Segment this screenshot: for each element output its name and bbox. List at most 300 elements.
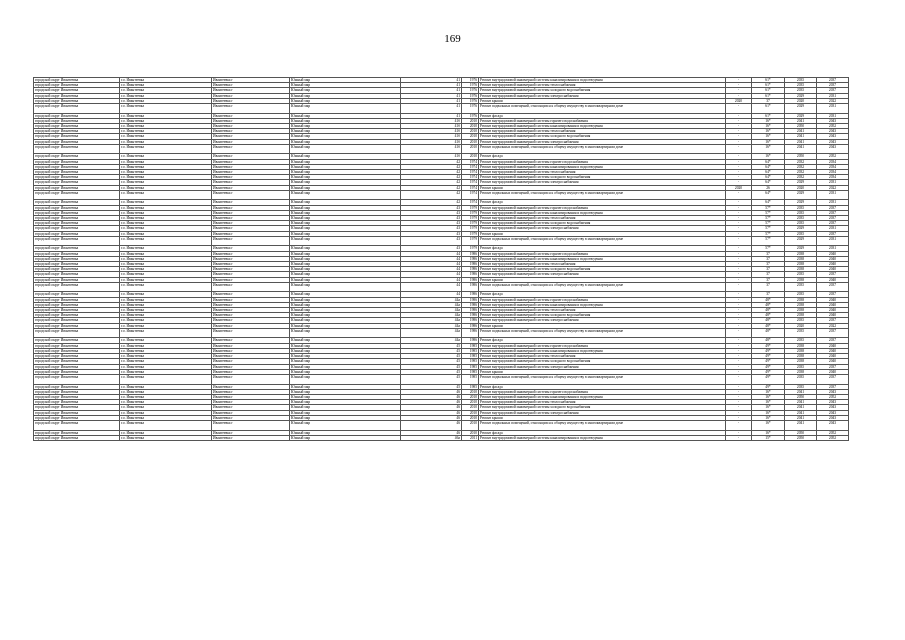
cell-work-type: Ремонт внутридомовой инженерной системы теплоснабжения	[479, 400, 726, 405]
cell-build-year: 1979	[462, 246, 479, 251]
cell-work-type: Ремонт внутридомовой инженерной системы электроснабжения	[479, 139, 726, 144]
cell-house-number: 45	[401, 343, 462, 348]
cell-period-end: 2037	[817, 231, 849, 236]
cell-house-number: 44а	[401, 338, 462, 343]
cell-house-number: 46	[401, 430, 462, 435]
cell-municipality: г.о. Ивантеевка	[120, 236, 212, 246]
cell-street: Южный мкр	[290, 216, 401, 221]
cell-service-life: 37	[752, 292, 785, 297]
cell-period-start: 2038	[785, 251, 817, 256]
cell-period-end: 2043	[817, 410, 849, 415]
cell-build-year: 1979	[462, 236, 479, 246]
cell-build-year: 1979	[462, 221, 479, 226]
cell-planned-year: -	[726, 384, 752, 389]
cell-street: Южный мкр	[290, 302, 401, 307]
cell-planned-year: -	[726, 210, 752, 215]
cell-build-year: 1986	[462, 308, 479, 313]
cell-work-type: Ремонт внутридомовой инженерной системы электроснабжения	[479, 180, 726, 185]
cell-planned-year: -	[726, 292, 752, 297]
cell-period-start: 2032	[785, 164, 817, 169]
cell-service-life: 16*	[752, 134, 785, 139]
cell-municipality: г.о. Ивантеевка	[120, 216, 212, 221]
cell-house-number: 41	[401, 113, 462, 118]
cell-district: городской округ Ивантеевка	[34, 374, 120, 384]
cell-city: Ивантеевка г	[212, 170, 290, 175]
cell-build-year: 1979	[462, 205, 479, 210]
cell-municipality: г.о. Ивантеевка	[120, 323, 212, 328]
cell-municipality: г.о. Ивантеевка	[120, 348, 212, 353]
cell-service-life: 61*	[752, 104, 785, 114]
cell-build-year: 1979	[462, 216, 479, 221]
cell-period-start: 2035	[785, 318, 817, 323]
cell-city: Ивантеевка г	[212, 246, 290, 251]
cell-city: Ивантеевка г	[212, 277, 290, 282]
cell-period-start: 2035	[785, 328, 817, 338]
cell-municipality: г.о. Ивантеевка	[120, 369, 212, 374]
cell-period-start: 2050	[785, 394, 817, 399]
cell-street: Южный мкр	[290, 118, 401, 123]
cell-house-number: 44а	[401, 323, 462, 328]
cell-period-start: 2035	[785, 374, 817, 384]
table-row	[34, 420, 849, 430]
cell-period-end: 2031	[817, 200, 849, 205]
cell-period-end: 2034	[817, 170, 849, 175]
cell-planned-year: -	[726, 154, 752, 159]
cell-work-type: Ремонт крыши	[479, 369, 726, 374]
cell-district: городской округ Ивантеевка	[34, 369, 120, 374]
cell-municipality: г.о. Ивантеевка	[120, 78, 212, 83]
cell-house-number: 41б	[401, 124, 462, 129]
cell-district: городской округ Ивантеевка	[34, 308, 120, 313]
cell-municipality: г.о. Ивантеевка	[120, 118, 212, 123]
cell-district: городской округ Ивантеевка	[34, 118, 120, 123]
cell-planned-year: -	[726, 221, 752, 226]
cell-municipality: г.о. Ивантеевка	[120, 83, 212, 88]
cell-planned-year: -	[726, 246, 752, 251]
cell-city: Ивантеевка г	[212, 185, 290, 190]
cell-municipality: г.о. Ивантеевка	[120, 308, 212, 313]
cell-period-end: 2037	[817, 83, 849, 88]
cell-build-year: 1986	[462, 338, 479, 343]
cell-work-type: Ремонт внутридомовой инженерной системы теплоснабжения	[479, 216, 726, 221]
cell-planned-year: -	[726, 318, 752, 323]
cell-service-life: 64*	[752, 180, 785, 185]
cell-service-life: 49*	[752, 359, 785, 364]
cell-build-year: 1976	[462, 83, 479, 88]
cell-period-end: 2037	[817, 328, 849, 338]
cell-work-type: Ремонт подвальных помещений, относящихся к общему имуществу в многоквартирном доме	[479, 374, 726, 384]
cell-planned-year: -	[726, 267, 752, 272]
cell-planned-year: -	[726, 323, 752, 328]
cell-street: Южный мкр	[290, 374, 401, 384]
cell-city: Ивантеевка г	[212, 389, 290, 394]
cell-city: Ивантеевка г	[212, 400, 290, 405]
cell-house-number: 42	[401, 164, 462, 169]
cell-street: Южный мкр	[290, 400, 401, 405]
cell-municipality: г.о. Ивантеевка	[120, 256, 212, 261]
cell-period-end: 2040	[817, 354, 849, 359]
cell-work-type: Ремонт внутридомовой инженерной системы холодного водоснабжения	[479, 405, 726, 410]
cell-district: городской округ Ивантеевка	[34, 435, 120, 440]
cell-period-end: 2040	[817, 343, 849, 348]
cell-period-start: 2035	[785, 88, 817, 93]
cell-period-end: 2043	[817, 139, 849, 144]
cell-city: Ивантеевка г	[212, 272, 290, 277]
cell-city: Ивантеевка г	[212, 420, 290, 430]
cell-period-start: 2035	[785, 221, 817, 226]
cell-period-start: 2038	[785, 348, 817, 353]
cell-planned-year: -	[726, 104, 752, 114]
cell-period-start: 2020	[785, 323, 817, 328]
cell-planned-year: -	[726, 124, 752, 129]
cell-period-start: 2041	[785, 118, 817, 123]
cell-house-number: 42	[401, 180, 462, 185]
cell-service-life: 37	[752, 272, 785, 277]
cell-district: городской округ Ивантеевка	[34, 354, 120, 359]
cell-period-end: 2037	[817, 216, 849, 221]
cell-district: городской округ Ивантеевка	[34, 226, 120, 231]
cell-municipality: г.о. Ивантеевка	[120, 134, 212, 139]
cell-build-year: 1974	[462, 200, 479, 205]
cell-district: городской округ Ивантеевка	[34, 164, 120, 169]
cell-planned-year: -	[726, 297, 752, 302]
cell-period-end: 2031	[817, 180, 849, 185]
cell-period-start: 2041	[785, 389, 817, 394]
cell-period-start: 2041	[785, 144, 817, 154]
cell-period-end: 2040	[817, 302, 849, 307]
cell-planned-year: -	[726, 129, 752, 134]
cell-work-type: Ремонт внутридомовой инженерной системы канализирования и водоотведения	[479, 394, 726, 399]
cell-period-end: 2043	[817, 400, 849, 405]
cell-service-life: 57*	[752, 231, 785, 236]
cell-period-start: 2029	[785, 93, 817, 98]
cell-house-number: 43	[401, 236, 462, 246]
cell-build-year: 1985	[462, 343, 479, 348]
cell-municipality: г.о. Ивантеевка	[120, 221, 212, 226]
cell-street: Южный мкр	[290, 159, 401, 164]
cell-work-type: Ремонт подвальных помещений, относящихся к общему имуществу в многоквартирном доме	[479, 104, 726, 114]
cell-period-end: 2037	[817, 78, 849, 83]
cell-build-year: 1974	[462, 159, 479, 164]
cell-municipality: г.о. Ивантеевка	[120, 282, 212, 292]
cell-period-end: 2040	[817, 262, 849, 267]
cell-municipality: г.о. Ивантеевка	[120, 124, 212, 129]
cell-district: городской округ Ивантеевка	[34, 384, 120, 389]
cell-planned-year: -	[726, 262, 752, 267]
cell-work-type: Ремонт внутридомовой инженерной системы холодного водоснабжения	[479, 359, 726, 364]
cell-street: Южный мкр	[290, 435, 401, 440]
cell-service-life: 61*	[752, 88, 785, 93]
cell-period-start: 2035	[785, 78, 817, 83]
cell-work-type: Ремонт крыши	[479, 323, 726, 328]
cell-work-type: Ремонт внутридомовой инженерной системы электроснабжения	[479, 272, 726, 277]
cell-period-start: 2029	[785, 226, 817, 231]
cell-district: городской округ Ивантеевка	[34, 88, 120, 93]
cell-planned-year: -	[726, 359, 752, 364]
cell-planned-year: -	[726, 205, 752, 210]
cell-work-type: Ремонт внутридомовой инженерной системы теплоснабжения	[479, 308, 726, 313]
cell-service-life: 16*	[752, 420, 785, 430]
cell-district: городской округ Ивантеевка	[34, 328, 120, 338]
cell-period-start: 2029	[785, 190, 817, 200]
cell-municipality: г.о. Ивантеевка	[120, 231, 212, 236]
cell-period-end: 2052	[817, 435, 849, 440]
cell-build-year: 2010	[462, 410, 479, 415]
cell-district: городской округ Ивантеевка	[34, 302, 120, 307]
cell-city: Ивантеевка г	[212, 200, 290, 205]
cell-street: Южный мкр	[290, 338, 401, 343]
cell-planned-year: -	[726, 308, 752, 313]
cell-period-start: 2035	[785, 292, 817, 297]
cell-city: Ивантеевка г	[212, 104, 290, 114]
cell-municipality: г.о. Ивантеевка	[120, 170, 212, 175]
cell-district: городской округ Ивантеевка	[34, 282, 120, 292]
cell-district: городской округ Ивантеевка	[34, 78, 120, 83]
cell-city: Ивантеевка г	[212, 430, 290, 435]
cell-city: Ивантеевка г	[212, 83, 290, 88]
cell-work-type: Ремонт внутридомовой инженерной системы электроснабжения	[479, 226, 726, 231]
table-row	[34, 282, 849, 292]
cell-work-type: Ремонт внутридомовой инженерной системы горячего водоснабжения	[479, 343, 726, 348]
cell-district: городской округ Ивантеевка	[34, 144, 120, 154]
cell-service-life: 64*	[752, 170, 785, 175]
cell-street: Южный мкр	[290, 83, 401, 88]
cell-build-year: 1974	[462, 185, 479, 190]
cell-municipality: г.о. Ивантеевка	[120, 400, 212, 405]
cell-service-life: 16*	[752, 405, 785, 410]
cell-service-life: 16*	[752, 124, 785, 129]
cell-municipality: г.о. Ивантеевка	[120, 251, 212, 256]
cell-period-end: 2040	[817, 313, 849, 318]
cell-municipality: г.о. Ивантеевка	[120, 205, 212, 210]
cell-work-type: Ремонт внутридомовой инженерной системы горячего водоснабжения	[479, 118, 726, 123]
cell-street: Южный мкр	[290, 134, 401, 139]
cell-period-end: 2043	[817, 415, 849, 420]
cell-work-type: Ремонт внутридомовой инженерной системы теплоснабжения	[479, 170, 726, 175]
cell-period-start: 2035	[785, 205, 817, 210]
cell-period-end: 2037	[817, 384, 849, 389]
cell-period-start: 2038	[785, 256, 817, 261]
cell-period-start: 2035	[785, 338, 817, 343]
cell-planned-year: -	[726, 251, 752, 256]
cell-municipality: г.о. Ивантеевка	[120, 313, 212, 318]
cell-house-number: 41б	[401, 139, 462, 144]
cell-service-life: 48*	[752, 328, 785, 338]
cell-period-start: 2038	[785, 277, 817, 282]
cell-planned-year: -	[726, 164, 752, 169]
cell-service-life: 49*	[752, 384, 785, 389]
cell-planned-year: -	[726, 369, 752, 374]
cell-period-end: 2037	[817, 88, 849, 93]
cell-house-number: 44	[401, 282, 462, 292]
cell-work-type: Ремонт подвальных помещений, относящихся к общему имуществу в многоквартирном доме	[479, 282, 726, 292]
cell-build-year: 1979	[462, 231, 479, 236]
cell-planned-year: -	[726, 139, 752, 144]
cell-period-start: 2035	[785, 231, 817, 236]
cell-work-type: Ремонт внутридомовой инженерной системы канализирования и водоотведения	[479, 164, 726, 169]
cell-municipality: г.о. Ивантеевка	[120, 292, 212, 297]
cell-district: городской округ Ивантеевка	[34, 175, 120, 180]
cell-build-year: 1976	[462, 104, 479, 114]
cell-street: Южный мкр	[290, 369, 401, 374]
cell-district: городской округ Ивантеевка	[34, 262, 120, 267]
cell-district: городской округ Ивантеевка	[34, 180, 120, 185]
cell-build-year: 1976	[462, 88, 479, 93]
cell-service-life: 16*	[752, 400, 785, 405]
table-row	[34, 144, 849, 154]
cell-municipality: г.о. Ивантеевка	[120, 272, 212, 277]
cell-street: Южный мкр	[290, 78, 401, 83]
cell-house-number: 41б	[401, 118, 462, 123]
cell-period-start: 2041	[785, 405, 817, 410]
table-row	[34, 374, 849, 384]
cell-service-life: 16*	[752, 430, 785, 435]
cell-planned-year: -	[726, 231, 752, 236]
cell-period-start: 2038	[785, 302, 817, 307]
cell-street: Южный мкр	[290, 410, 401, 415]
cell-district: городской округ Ивантеевка	[34, 277, 120, 282]
cell-service-life: 64*	[752, 175, 785, 180]
cell-planned-year: -	[726, 328, 752, 338]
cell-street: Южный мкр	[290, 104, 401, 114]
cell-build-year: 1976	[462, 98, 479, 103]
cell-street: Южный мкр	[290, 190, 401, 200]
cell-build-year: 1986	[462, 318, 479, 323]
cell-service-life: 64*	[752, 190, 785, 200]
cell-street: Южный мкр	[290, 129, 401, 134]
cell-district: городской округ Ивантеевка	[34, 170, 120, 175]
cell-house-number: 45	[401, 374, 462, 384]
cell-city: Ивантеевка г	[212, 354, 290, 359]
cell-city: Ивантеевка г	[212, 338, 290, 343]
cell-house-number: 41	[401, 104, 462, 114]
cell-district: городской округ Ивантеевка	[34, 343, 120, 348]
cell-planned-year: -	[726, 354, 752, 359]
cell-street: Южный мкр	[290, 277, 401, 282]
cell-house-number: 44	[401, 292, 462, 297]
cell-city: Ивантеевка г	[212, 369, 290, 374]
cell-house-number: 44а	[401, 318, 462, 323]
cell-planned-year: -	[726, 394, 752, 399]
cell-period-end: 2037	[817, 318, 849, 323]
cell-period-start: 2029	[785, 180, 817, 185]
cell-street: Южный мкр	[290, 185, 401, 190]
cell-work-type: Ремонт внутридомовой инженерной системы холодного водоснабжения	[479, 88, 726, 93]
cell-city: Ивантеевка г	[212, 118, 290, 123]
cell-street: Южный мкр	[290, 124, 401, 129]
cell-period-start: 2035	[785, 272, 817, 277]
cell-planned-year: -	[726, 190, 752, 200]
cell-city: Ивантеевка г	[212, 267, 290, 272]
cell-period-start: 2041	[785, 415, 817, 420]
cell-service-life: 16*	[752, 415, 785, 420]
cell-period-start: 2035	[785, 216, 817, 221]
cell-service-life: 57*	[752, 221, 785, 226]
cell-planned-year: -	[726, 420, 752, 430]
cell-work-type: Ремонт крыши	[479, 415, 726, 420]
cell-municipality: г.о. Ивантеевка	[120, 297, 212, 302]
cell-build-year: 2010	[462, 144, 479, 154]
cell-service-life: 15*	[752, 435, 785, 440]
cell-planned-year: -	[726, 338, 752, 343]
cell-city: Ивантеевка г	[212, 129, 290, 134]
cell-municipality: г.о. Ивантеевка	[120, 164, 212, 169]
cell-build-year: 1985	[462, 348, 479, 353]
cell-municipality: г.о. Ивантеевка	[120, 435, 212, 440]
cell-street: Южный мкр	[290, 328, 401, 338]
cell-service-life: 57*	[752, 236, 785, 246]
cell-build-year: 2010	[462, 415, 479, 420]
cell-house-number: 44	[401, 272, 462, 277]
cell-street: Южный мкр	[290, 384, 401, 389]
cell-work-type: Ремонт внутридомовой инженерной системы холодного водоснабжения	[479, 313, 726, 318]
cell-district: городской округ Ивантеевка	[34, 359, 120, 364]
cell-planned-year: -	[726, 256, 752, 261]
cell-period-start: 2050	[785, 154, 817, 159]
cell-build-year: 1974	[462, 180, 479, 185]
cell-house-number: 43	[401, 210, 462, 215]
cell-district: городской округ Ивантеевка	[34, 139, 120, 144]
cell-street: Южный мкр	[290, 389, 401, 394]
cell-city: Ивантеевка г	[212, 113, 290, 118]
cell-service-life: 16*	[752, 389, 785, 394]
cell-period-end: 2022	[817, 323, 849, 328]
cell-period-start: 2029	[785, 113, 817, 118]
cell-street: Южный мкр	[290, 308, 401, 313]
cell-period-end: 2037	[817, 210, 849, 215]
cell-house-number: 41	[401, 93, 462, 98]
cell-street: Южный мкр	[290, 405, 401, 410]
cell-period-end: 2037	[817, 364, 849, 369]
cell-municipality: г.о. Ивантеевка	[120, 104, 212, 114]
cell-period-start: 2035	[785, 83, 817, 88]
cell-service-life: 49*	[752, 354, 785, 359]
cell-period-start: 2041	[785, 129, 817, 134]
cell-period-start: 2038	[785, 354, 817, 359]
cell-build-year: 1986	[462, 328, 479, 338]
cell-work-type: Ремонт фасада	[479, 338, 726, 343]
cell-city: Ивантеевка г	[212, 180, 290, 185]
cell-work-type: Ремонт внутридомовой инженерной системы теплоснабжения	[479, 262, 726, 267]
cell-build-year: 1986	[462, 282, 479, 292]
cell-city: Ивантеевка г	[212, 159, 290, 164]
cell-period-start: 2038	[785, 359, 817, 364]
cell-period-end: 2040	[817, 308, 849, 313]
cell-house-number: 42	[401, 190, 462, 200]
cell-planned-year: -	[726, 415, 752, 420]
cell-street: Южный мкр	[290, 170, 401, 175]
cell-planned-year: -	[726, 348, 752, 353]
cell-work-type: Ремонт фасада	[479, 154, 726, 159]
cell-period-start: 2029	[785, 236, 817, 246]
cell-planned-year: -	[726, 374, 752, 384]
cell-street: Южный мкр	[290, 88, 401, 93]
cell-build-year: 1986	[462, 292, 479, 297]
cell-planned-year: -	[726, 78, 752, 83]
cell-build-year: 1974	[462, 175, 479, 180]
cell-work-type: Ремонт подвальных помещений, относящихся к общему имуществу в многоквартирном доме	[479, 236, 726, 246]
cell-district: городской округ Ивантеевка	[34, 323, 120, 328]
cell-planned-year: -	[726, 430, 752, 435]
cell-street: Южный мкр	[290, 236, 401, 246]
cell-house-number: 45	[401, 369, 462, 374]
cell-city: Ивантеевка г	[212, 292, 290, 297]
cell-street: Южный мкр	[290, 318, 401, 323]
cell-work-type: Ремонт внутридомовой инженерной системы теплоснабжения	[479, 83, 726, 88]
cell-planned-year: -	[726, 180, 752, 185]
cell-district: городской округ Ивантеевка	[34, 200, 120, 205]
cell-build-year: 1986	[462, 277, 479, 282]
